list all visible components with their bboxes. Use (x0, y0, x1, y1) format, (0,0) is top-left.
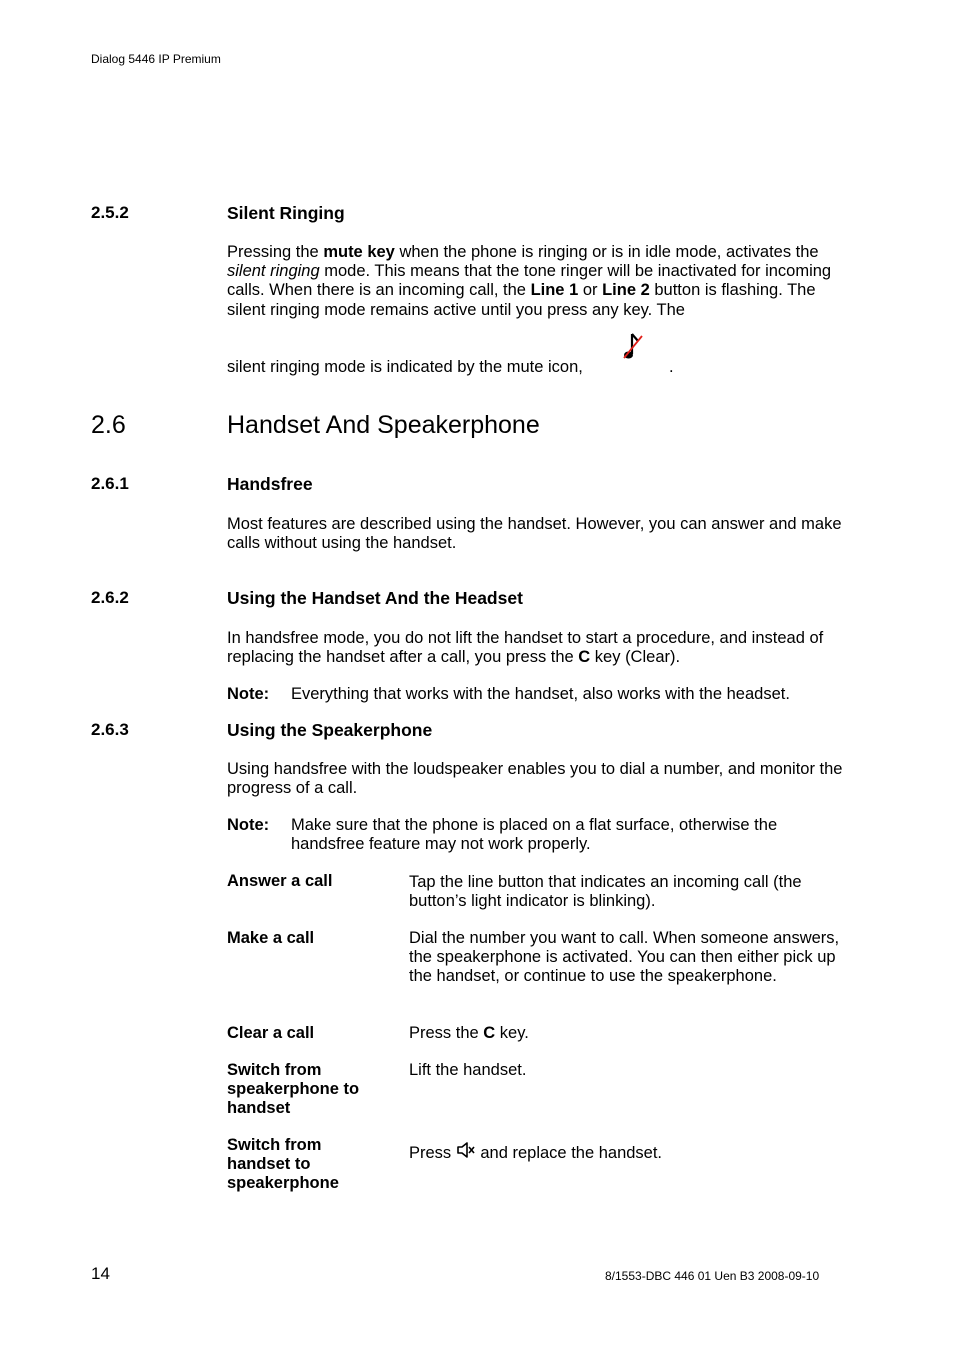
handset-paragraph (227, 629, 847, 667)
table-row-label-switch-to-handset: Switch from speakerphone to handset (227, 1061, 360, 1117)
note-text: Make sure that the phone is placed on a flat surface, otherwise the handsfree feature may not work properly. (291, 816, 778, 854)
speaker-icon (456, 1140, 476, 1160)
silent-ringing-term: silent ringing (227, 262, 320, 281)
document-reference: 8/1553-DBC 446 01 Uen B3 2008-09-10 (605, 1269, 820, 1283)
text-run: Pressing the (227, 243, 324, 261)
table-row-label-switch-to-speaker: Switch from handset to speakerphone (227, 1136, 339, 1192)
table-row-desc-switch-to-handset: Lift the handset. (409, 1061, 527, 1079)
handsfree-paragraph: Most features are described using the handset. However, you can answer and make calls without using the handset. (227, 515, 842, 553)
text-run: and replace the handset. (480, 1144, 663, 1162)
document-header-title: Dialog 5446 IP Premium (91, 52, 221, 66)
section-number: 2.5.2 (91, 203, 129, 222)
text-run: key. (495, 1024, 529, 1042)
table-row-label-make: Make a call (227, 929, 315, 947)
note-text: Everything that works with the handset, also works with the headset. (291, 685, 790, 703)
text-run: or (578, 281, 603, 300)
text-run: In handsfree mode, you do not lift the handset to start a procedure, and instead of replacing the handset after a call, you press the (227, 629, 824, 667)
speakerphone-paragraph: Using handsfree with the loudspeaker enables you to dial a number, and monitor the progress of a call. (227, 760, 843, 798)
section-title: Handsfree (227, 474, 313, 494)
mute-key-term: mute key (323, 243, 395, 261)
period: . (669, 358, 674, 376)
c-key-term: C (578, 648, 591, 667)
chapter-section-number: 2.6 (91, 411, 126, 439)
text-run: silent ringing mode is indicated by the mute icon, (227, 358, 583, 376)
mute-icon-paragraph (227, 358, 847, 377)
section-title: Using the Handset And the Headset (227, 588, 523, 608)
section-title: Using the Speakerphone (227, 720, 433, 740)
text-run: Press the (409, 1024, 484, 1042)
text-run: button is flashing. The silent ringing mode remains active until you press any key. The (227, 281, 816, 319)
table-row-label-answer: Answer a call (227, 872, 333, 890)
chapter-section-title: Handset And Speakerphone (227, 411, 540, 439)
text-run: mode. This means that the tone ringer will be inactivated for incoming calls. When there is an incoming call, the (227, 262, 832, 300)
text-run: key (Clear). (590, 648, 681, 667)
note-flat-surface (227, 816, 847, 854)
text-run: Press (409, 1144, 452, 1162)
line2-term: Line 2 (602, 281, 650, 300)
table-row-desc-answer: Tap the line button that indicates an incoming call (the button’s light indicator is blinking). (409, 873, 802, 911)
note-label: Note: (227, 685, 270, 703)
silent-ringing-paragraph (227, 243, 847, 320)
section-number: 2.6.1 (91, 474, 129, 493)
table-row-desc-make: Dial the number you want to call. When someone answers, the speakerphone is activated. You can then either pick up the handset, or continue to use the speakerphone. (409, 929, 840, 986)
section-number: 2.6.2 (91, 588, 129, 607)
text-run: when the phone is ringing or is in idle mode, activates the (394, 243, 819, 261)
note-label: Note: (227, 816, 270, 834)
note-headset (227, 685, 847, 704)
section-number: 2.6.3 (91, 720, 129, 739)
c-key-term: C (483, 1024, 496, 1042)
table-row-desc-switch-to-speaker (409, 1144, 849, 1163)
line1-term: Line 1 (530, 281, 579, 300)
section-title: Silent Ringing (227, 203, 345, 223)
mute-icon (620, 328, 648, 364)
table-row-desc-clear (409, 1024, 849, 1043)
table-row-label-clear: Clear a call (227, 1024, 315, 1042)
page-number: 14 (91, 1264, 110, 1283)
